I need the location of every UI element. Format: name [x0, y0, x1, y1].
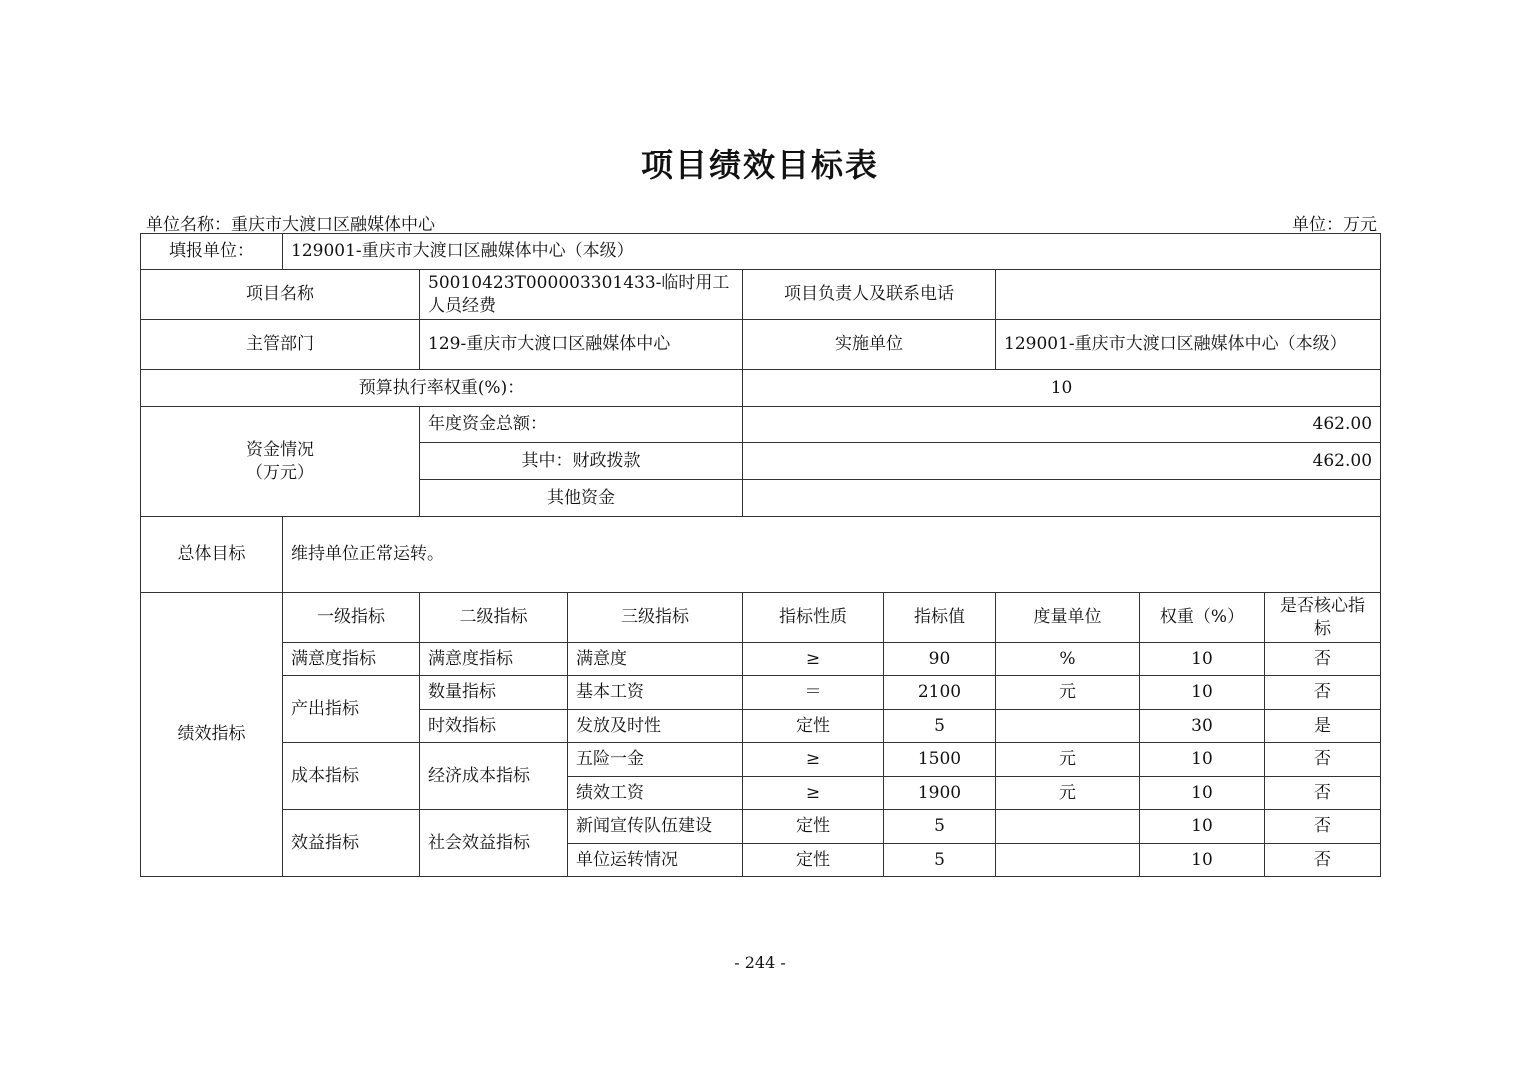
unit-cell — [996, 810, 1140, 844]
l3-cell: 发放及时性 — [568, 710, 743, 743]
core-cell: 否 — [1265, 643, 1381, 676]
header-l1: 一级指标 — [283, 593, 420, 643]
budget-weight-label: 预算执行率权重(%)： — [141, 370, 743, 407]
weight-cell: 10 — [1140, 643, 1265, 676]
unit-cell: 元 — [996, 743, 1140, 777]
nature-cell: 定性 — [743, 710, 884, 743]
impl-value: 129001-重庆市大渡口区融媒体中心（本级） — [996, 320, 1381, 370]
l1-cell: 成本指标 — [283, 743, 420, 810]
nature-cell: 定性 — [743, 844, 884, 877]
weight-cell: 10 — [1140, 844, 1265, 877]
core-cell: 否 — [1265, 676, 1381, 710]
funds-label: 资金情况 — [246, 439, 314, 460]
weight-cell: 10 — [1140, 777, 1265, 810]
indicators-section-label: 绩效指标 — [141, 593, 283, 877]
annual-total-label: 年度资金总额： — [420, 407, 743, 443]
table-row — [141, 643, 1381, 676]
l2-cell: 数量指标 — [420, 676, 568, 710]
l1-cell: 效益指标 — [283, 810, 420, 877]
l3-cell: 绩效工资 — [568, 777, 743, 810]
l1-cell: 满意度指标 — [283, 643, 420, 676]
core-cell: 否 — [1265, 743, 1381, 777]
l3-cell: 满意度 — [568, 643, 743, 676]
l2-cell: 满意度指标 — [420, 643, 568, 676]
value-cell: 5 — [884, 844, 996, 877]
goal-value: 维持单位正常运转。 — [283, 517, 1381, 593]
header-weight: 权重（%） — [1140, 593, 1265, 643]
weight-cell: 10 — [1140, 676, 1265, 710]
nature-cell: ≥ — [743, 777, 884, 810]
project-name-label: 项目名称 — [141, 270, 420, 320]
header-nature: 指标性质 — [743, 593, 884, 643]
fiscal-value: 462.00 — [743, 443, 1381, 480]
nature-cell: ＝ — [743, 676, 884, 710]
budget-weight-value: 10 — [743, 370, 1381, 407]
weight-cell: 30 — [1140, 710, 1265, 743]
fill-unit-label: 填报单位： — [141, 234, 283, 270]
value-cell: 5 — [884, 710, 996, 743]
value-cell: 2100 — [884, 676, 996, 710]
goal-label: 总体目标 — [141, 517, 283, 593]
core-cell: 否 — [1265, 844, 1381, 877]
unit-cell — [996, 710, 1140, 743]
l3-cell: 单位运转情况 — [568, 844, 743, 877]
nature-cell: 定性 — [743, 810, 884, 844]
value-cell: 5 — [884, 810, 996, 844]
table-row — [141, 810, 1381, 844]
page-title: 项目绩效目标表 — [640, 146, 879, 184]
unit-cell — [996, 844, 1140, 877]
value-cell: 1900 — [884, 777, 996, 810]
unit-money-label: 单位：万元 — [1292, 215, 1377, 235]
impl-label: 实施单位 — [743, 320, 996, 370]
manager-label: 项目负责人及联系电话 — [743, 270, 996, 320]
other-funds-label: 其他资金 — [420, 480, 743, 517]
nature-cell: ≥ — [743, 643, 884, 676]
header-l3: 三级指标 — [568, 593, 743, 643]
dept-label: 主管部门 — [141, 320, 420, 370]
weight-cell: 10 — [1140, 743, 1265, 777]
unit-cell: 元 — [996, 676, 1140, 710]
l2-cell: 社会效益指标 — [420, 810, 568, 877]
other-funds-value — [743, 480, 1381, 517]
l3-cell: 新闻宣传队伍建设 — [568, 810, 743, 844]
weight-cell: 10 — [1140, 810, 1265, 844]
value-cell: 1500 — [884, 743, 996, 777]
project-name-value: 50010423T000003301433-临时用工人员经费 — [420, 270, 743, 320]
l1-cell: 产出指标 — [283, 676, 420, 743]
header-unit: 度量单位 — [996, 593, 1140, 643]
nature-cell: ≥ — [743, 743, 884, 777]
unit-cell: % — [996, 643, 1140, 676]
funds-label-cell — [141, 407, 420, 517]
funds-unit: （万元） — [246, 462, 314, 483]
value-cell: 90 — [884, 643, 996, 676]
annual-total-value: 462.00 — [743, 407, 1381, 443]
header-core: 是否核心指标 — [1265, 593, 1381, 643]
l2-cell: 经济成本指标 — [420, 743, 568, 810]
performance-target-table — [140, 233, 1381, 877]
header-value: 指标值 — [884, 593, 996, 643]
fill-unit-value: 129001-重庆市大渡口区融媒体中心（本级） — [283, 234, 1381, 270]
dept-value: 129-重庆市大渡口区融媒体中心 — [420, 320, 743, 370]
core-cell: 否 — [1265, 810, 1381, 844]
core-cell: 否 — [1265, 777, 1381, 810]
table-row — [141, 743, 1381, 777]
unit-cell: 元 — [996, 777, 1140, 810]
unit-name-label: 单位名称：重庆市大渡口区融媒体中心 — [146, 215, 435, 235]
manager-value — [996, 270, 1381, 320]
core-cell: 是 — [1265, 710, 1381, 743]
fiscal-label: 其中：财政拨款 — [420, 443, 743, 480]
page-number: - 244 - — [734, 953, 786, 972]
header-l2: 二级指标 — [420, 593, 568, 643]
l3-cell: 基本工资 — [568, 676, 743, 710]
l2-cell: 时效指标 — [420, 710, 568, 743]
table-row — [141, 676, 1381, 710]
l3-cell: 五险一金 — [568, 743, 743, 777]
